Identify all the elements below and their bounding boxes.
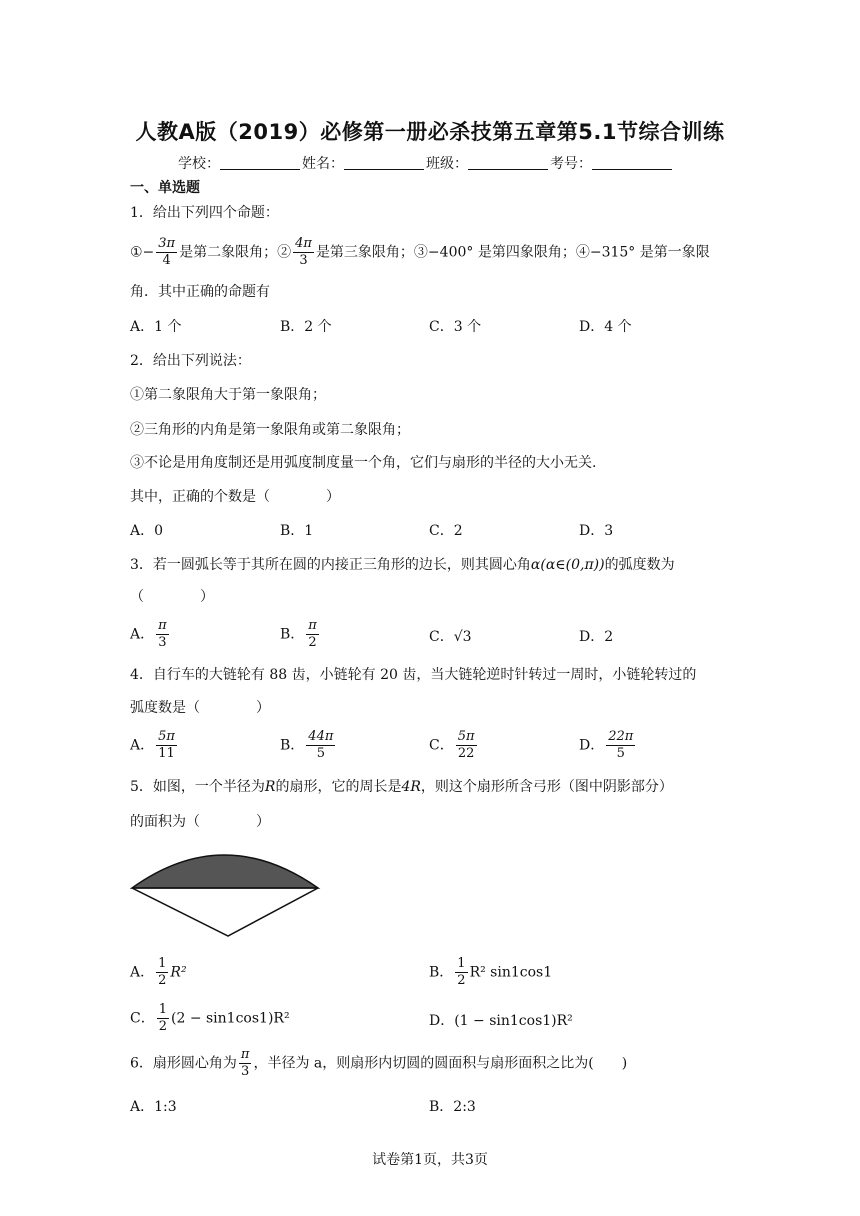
- q3-paren: （ ）: [130, 589, 214, 605]
- name-label: 姓名：: [302, 156, 344, 172]
- q5-option-a-frac: [156, 956, 168, 989]
- q5-option-a-num: 1: [158, 956, 167, 971]
- q1-text-c: 是第三象限角；③−400° 是第四象限角；④−315° 是第一象限: [315, 244, 710, 261]
- q3-option-a[interactable]: [130, 618, 171, 651]
- q5-option-a-den: 2: [158, 973, 167, 988]
- q5-option-a-tail: R²: [170, 964, 187, 981]
- q6-stem-a: 6．扇形圆心角为: [130, 1055, 237, 1072]
- q5-option-c-tail: (2 − sin1cos1)R²: [171, 1010, 290, 1027]
- q2-statement-2: ②三角形的内角是第一象限角或第二象限角；: [130, 422, 410, 438]
- q4-option-d-label: D．: [579, 737, 605, 754]
- q3-option-a-label: A．: [130, 626, 155, 643]
- q5-stem-c: ，则这个扇形所含弓形（图中阴影部分）: [420, 779, 673, 795]
- q1-option-d[interactable]: D．4 个: [579, 319, 632, 335]
- q5-option-a-label: A．: [130, 964, 155, 981]
- q4-option-a-den: 11: [158, 746, 175, 761]
- school-label: 学校：: [178, 156, 220, 172]
- student-info-row: [178, 153, 674, 173]
- q2-stem: 2．给出下列说法：: [130, 353, 251, 369]
- q4-option-a[interactable]: [130, 729, 179, 762]
- q5-option-c-num: 1: [158, 1002, 167, 1017]
- q4-option-b[interactable]: [280, 729, 337, 762]
- sector-radii: [132, 888, 318, 936]
- name-blank: [344, 155, 424, 170]
- q3-option-b-label: B．: [280, 626, 305, 643]
- q4-option-d[interactable]: [579, 729, 637, 762]
- q4-option-c-num: 5π: [457, 729, 475, 744]
- q4-option-d-frac: [606, 729, 635, 762]
- q1-frac-2: [293, 236, 314, 269]
- q4-option-c-den: 22: [457, 746, 475, 761]
- q5-option-d[interactable]: D．(1 − sin1cos1)R²: [429, 1013, 573, 1029]
- q5-stem-2: 的面积为（ ）: [130, 814, 270, 830]
- q3-stem-math: α(α∈(0,π)): [530, 557, 605, 573]
- q2-statement-3: ③不论是用角度制还是用弧度制度量一个角，它们与扇形的半径的大小无关.: [130, 455, 597, 471]
- q5-option-b-label: B．: [429, 964, 454, 981]
- q5-stem-b: 的扇形，它的周长是: [275, 779, 402, 795]
- q5-option-a[interactable]: [130, 956, 187, 989]
- q2-option-b[interactable]: B．1: [280, 523, 314, 539]
- q6-frac-num: π: [240, 1047, 250, 1062]
- q6-frac: [239, 1047, 252, 1080]
- q4-option-d-den: 5: [616, 746, 625, 761]
- q5-stem-a: 5．如图，一个半径为: [130, 779, 265, 795]
- q4-option-a-num: 5π: [158, 729, 175, 744]
- q5-option-c-label: C．: [130, 1010, 155, 1027]
- q3-stem-text: 3．若一圆弧长等于其所在圆的内接正三角形的边长，则其圆心角: [130, 557, 531, 573]
- q1-frac-1-num: 3π: [158, 236, 176, 251]
- q3-option-a-frac: [156, 618, 169, 651]
- q2-option-a[interactable]: A．0: [130, 523, 164, 539]
- q5-option-c-den: 2: [158, 1019, 167, 1034]
- q1-text-a: ①−: [130, 244, 155, 261]
- q1-question: 角．其中正确的命题有: [130, 284, 270, 300]
- q3-stem-end: 的弧度数为: [604, 557, 675, 573]
- q4-stem: 4．自行车的大链轮有 88 齿，小链轮有 20 齿，当大链轮逆时针转过一周时，小链轮转过的: [130, 667, 697, 683]
- q5-option-b-tail: R² sin1cos1: [469, 964, 553, 981]
- q4-stem-2: 弧度数是（ ）: [130, 700, 270, 716]
- q2-option-c[interactable]: C．2: [429, 523, 463, 539]
- q1-text-b: 是第二象限角；②: [179, 244, 292, 261]
- q2-statement-1: ①第二象限角大于第一象限角；: [130, 387, 326, 403]
- q5-option-b-frac: [455, 956, 467, 989]
- q1-option-c[interactable]: C．3 个: [429, 319, 482, 335]
- q3-option-c[interactable]: C．√3: [429, 629, 472, 645]
- q3-option-b-den: 2: [308, 635, 317, 650]
- q6-stem: [130, 1047, 627, 1080]
- q3-option-a-num: π: [158, 618, 167, 633]
- q2-question: 其中，正确的个数是（ ）: [130, 489, 340, 505]
- q2-option-d[interactable]: D．3: [579, 523, 614, 539]
- q4-option-b-den: 5: [316, 746, 325, 761]
- q4-option-c-frac: [456, 729, 477, 762]
- q1-frac-2-den: 3: [299, 253, 308, 268]
- q5-option-b[interactable]: [429, 956, 552, 989]
- q4-option-d-num: 22π: [608, 729, 634, 744]
- q3-option-a-den: 3: [158, 635, 167, 650]
- q3-option-b-num: π: [308, 618, 317, 633]
- page-footer: 试卷第1页，共3页: [372, 1152, 488, 1168]
- number-blank: [592, 155, 672, 170]
- q5-stem-4r: 4R: [401, 779, 421, 795]
- q5-option-c[interactable]: [130, 1002, 290, 1035]
- class-label: 班级：: [426, 156, 468, 172]
- q5-option-b-num: 1: [457, 956, 466, 971]
- q1-option-b[interactable]: B．2 个: [280, 319, 332, 335]
- q4-option-a-label: A．: [130, 737, 155, 754]
- q5-option-c-frac: [157, 1002, 169, 1035]
- q1-propositions: [130, 236, 710, 269]
- q1-stem: 1．给出下列四个命题：: [130, 205, 279, 221]
- shaded-segment: [132, 855, 318, 888]
- q1-option-a[interactable]: A．1 个: [130, 319, 182, 335]
- q6-option-b[interactable]: B．2:3: [429, 1099, 476, 1115]
- sector-figure: [128, 840, 328, 940]
- q1-frac-1-den: 4: [162, 253, 171, 268]
- q5-stem: [130, 776, 673, 796]
- q4-option-b-num: 44π: [308, 729, 334, 744]
- q1-frac-2-num: 4π: [295, 236, 312, 251]
- q6-stem-b: ，半径为 a，则扇形内切圆的圆面积与扇形面积之比为( ): [253, 1055, 628, 1072]
- q4-option-b-label: B．: [280, 737, 305, 754]
- page-title: 人教A版（2019）必修第一册必杀技第五章第5.1节综合训练: [135, 120, 725, 144]
- section-heading: 一、单选题: [130, 180, 200, 196]
- q4-option-a-frac: [156, 729, 177, 762]
- q3-option-b[interactable]: [280, 618, 321, 651]
- q3-option-d[interactable]: D．2: [579, 629, 614, 645]
- q5-option-b-den: 2: [457, 973, 466, 988]
- q1-frac-1: [156, 236, 177, 269]
- q6-option-a[interactable]: A．1:3: [130, 1099, 177, 1115]
- q4-option-c-label: C．: [429, 737, 454, 754]
- number-label: 考号：: [550, 156, 592, 172]
- q4-option-c[interactable]: [429, 729, 479, 762]
- school-blank: [220, 155, 300, 170]
- q5-stem-r: R: [264, 779, 276, 795]
- class-blank: [468, 155, 548, 170]
- q4-option-b-frac: [306, 729, 335, 762]
- q6-frac-den: 3: [241, 1064, 250, 1079]
- q3-stem: [130, 554, 675, 574]
- q3-option-b-frac: [306, 618, 319, 651]
